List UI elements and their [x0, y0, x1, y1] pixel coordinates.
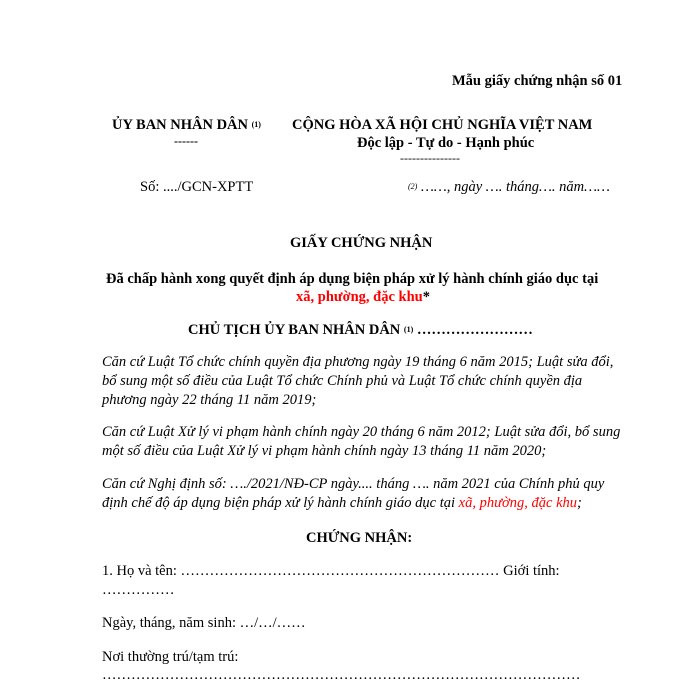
legal-basis-3-text: Căn cứ Nghị định số: …./2021/NĐ-CP ngày.... tháng …. năm 2021 của Chính phủ quy định chế độ áp dụng biện pháp xử lý hành chính giáo dục tại: [102, 476, 605, 511]
dob-field: Ngày, tháng, năm sinh: …/…/……: [102, 615, 306, 631]
residence-label: Nơi thường trú/tạm trú:: [102, 649, 239, 665]
form-label: Mẫu giấy chứng nhận số 01: [452, 73, 623, 89]
legal-basis-2: Căn cứ Luật Xử lý vi phạm hành chính ngày 20 tháng 6 năm 2012; Luật sửa đổi, bổ sung một số điều của Luật Xử lý vi phạm hành chính ngày 13 tháng 11 năm 2020;: [102, 424, 621, 459]
authority-name: [112, 116, 261, 135]
subtitle-red-text: xã, phường, đặc khu: [296, 289, 423, 305]
motto: Độc lập - Tự do - Hạnh phúc: [357, 135, 535, 151]
left-divider: ------: [174, 134, 198, 148]
subtitle-line1: Đã chấp hành xong quyết định áp dụng biện pháp xử lý hành chính giáo dục tại: [106, 271, 599, 287]
country-name: CỘNG HÒA XÃ HỘI CHỦ NGHĨA VIỆT NAM: [292, 117, 593, 133]
date-note: (2): [408, 182, 418, 191]
right-divider: ---------------: [400, 151, 460, 165]
legal-basis-3-end: ;: [577, 495, 582, 511]
name-field-line: 1. Họ và tên: ………………………………………………………… Giới tính:: [102, 563, 560, 579]
chairman-label: CHỦ TỊCH ỦY BAN NHÂN DÂN: [188, 322, 401, 338]
document-number: Số: ..../GCN-XPTT: [140, 179, 254, 195]
authority-text: ỦY BAN NHÂN DÂN: [112, 117, 249, 133]
chairman-line: [188, 321, 533, 340]
subtitle-star: *: [422, 289, 430, 305]
authority-note: (1): [251, 120, 261, 129]
document-title: GIẤY CHỨNG NHẬN: [290, 235, 433, 251]
gender-dots: ……………: [102, 582, 175, 598]
chairman-dots: ……………………: [416, 322, 533, 338]
chairman-note: (1): [403, 325, 414, 334]
date-text: ……, ngày …. tháng…. năm……: [420, 179, 610, 195]
legal-basis-1: Căn cứ Luật Tổ chức chính quyền địa phương ngày 19 tháng 6 năm 2015; Luật sửa đổi, bổ sung một số điều của Luật Tổ chức Chính phủ và Luật Tổ chức chính quyền địa phương ngày 22 tháng 11 năm 2019;: [102, 354, 614, 408]
legal-basis-3: [102, 475, 622, 513]
certify-heading: CHỨNG NHẬN:: [306, 530, 413, 546]
residence-dots: ………………………………………………………………………………………: [102, 667, 581, 683]
legal-basis-3-red: xã, phường, đặc khu: [458, 495, 578, 511]
date-line: [408, 178, 610, 197]
subtitle-line2: [296, 288, 430, 307]
